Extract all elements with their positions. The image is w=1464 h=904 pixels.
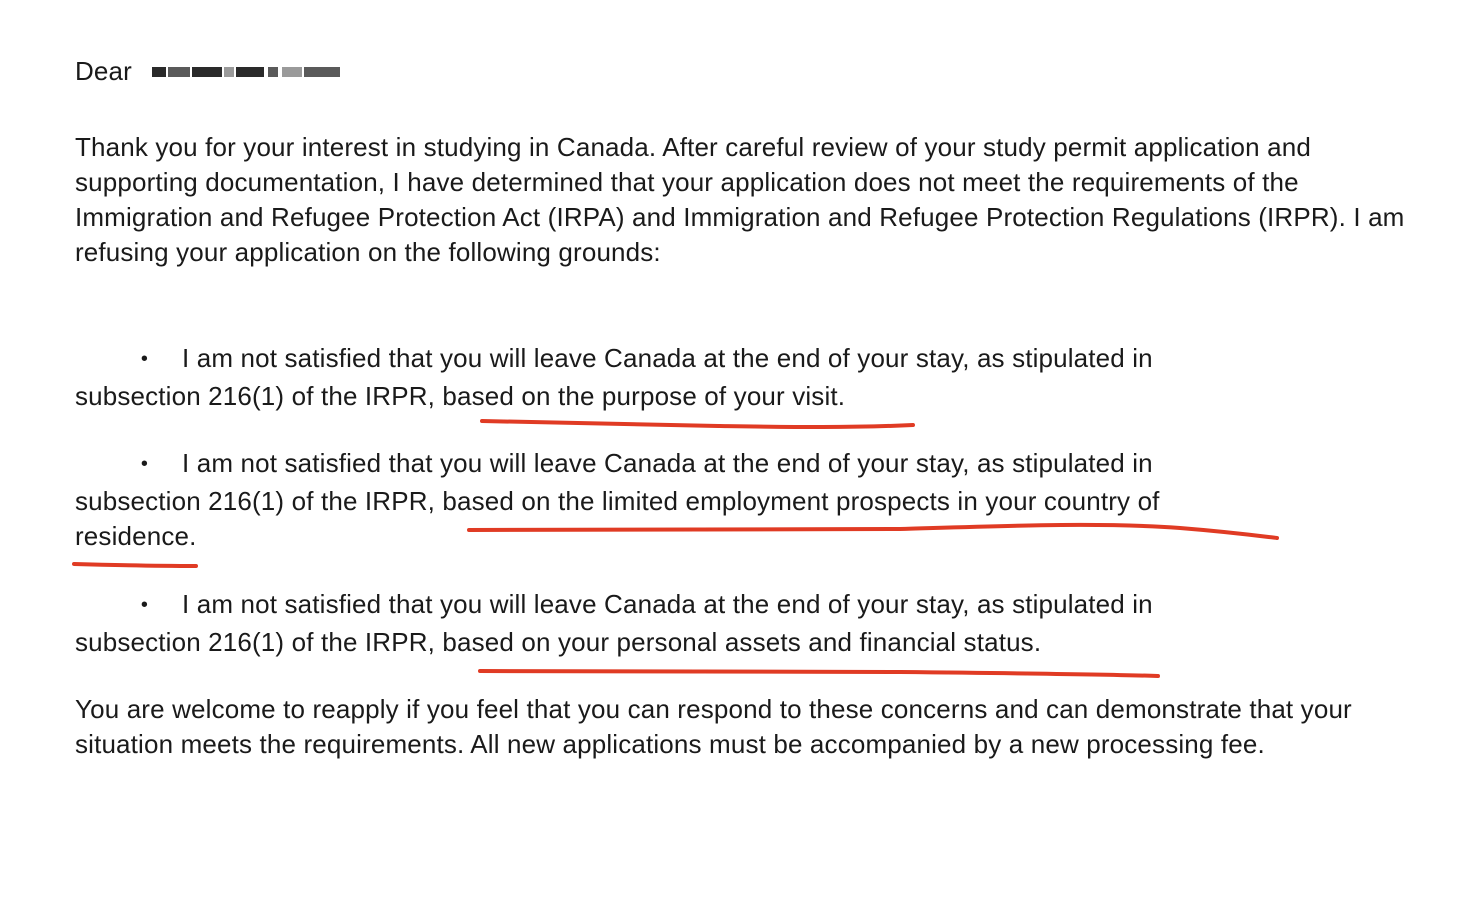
intro-paragraph: Thank you for your interest in studying in Canada. After careful review of your study permit application and supporting documentation, I have determined that your application does not meet the requirements of the Immigration and Refugee Protection Act (IRPA) and Immigration and Refugee Protection Regulations (IRPR). I am refusing your application on the following grounds:: [75, 132, 1405, 267]
closing-paragraph: You are welcome to reapply if you feel that you can respond to these concerns and can demonstrate that your situation meets the requirements. All new applications must be accompanied by a new processing fee.: [75, 694, 1352, 759]
red-underline-2b: [74, 564, 196, 566]
red-underline-3: [480, 671, 1158, 676]
salutation: [75, 54, 340, 89]
salutation-text: Dear: [75, 56, 132, 86]
ground-2-reason: based on the limited employment prospects in your country of: [442, 486, 1160, 516]
red-underline-1: [482, 421, 913, 427]
ground-2-suffix: .: [189, 521, 197, 551]
redacted-recipient-name: [152, 63, 340, 79]
ground-3-prefix: subsection 216(1) of the IRPR,: [75, 627, 443, 657]
ground-3-reason: based on your personal assets and financial status: [442, 627, 1034, 657]
ground-1-suffix: .: [837, 381, 846, 411]
ground-1-line1: I am not satisfied that you will leave Canada at the end of your stay, as stipulated in: [182, 343, 1153, 373]
bullet-icon: [75, 341, 182, 379]
bullet-icon: [75, 446, 182, 484]
ground-2-prefix: subsection 216(1) of the IRPR,: [75, 486, 443, 516]
ground-2-reason-cont: residence: [75, 521, 190, 551]
ground-item-2: [75, 446, 1405, 554]
ground-1-reason: based on the purpose of your visit: [442, 381, 838, 411]
ground-item-1: [75, 341, 1405, 414]
ground-3-line1: I am not satisfied that you will leave Canada at the end of your stay, as stipulated in: [182, 589, 1153, 619]
ground-1-prefix: subsection 216(1) of the IRPR,: [75, 381, 443, 411]
bullet-icon: [75, 587, 182, 625]
ground-2-line1: I am not satisfied that you will leave Canada at the end of your stay, as stipulated in: [182, 448, 1153, 478]
ground-item-3: [75, 587, 1405, 660]
ground-3-suffix: .: [1033, 627, 1042, 657]
